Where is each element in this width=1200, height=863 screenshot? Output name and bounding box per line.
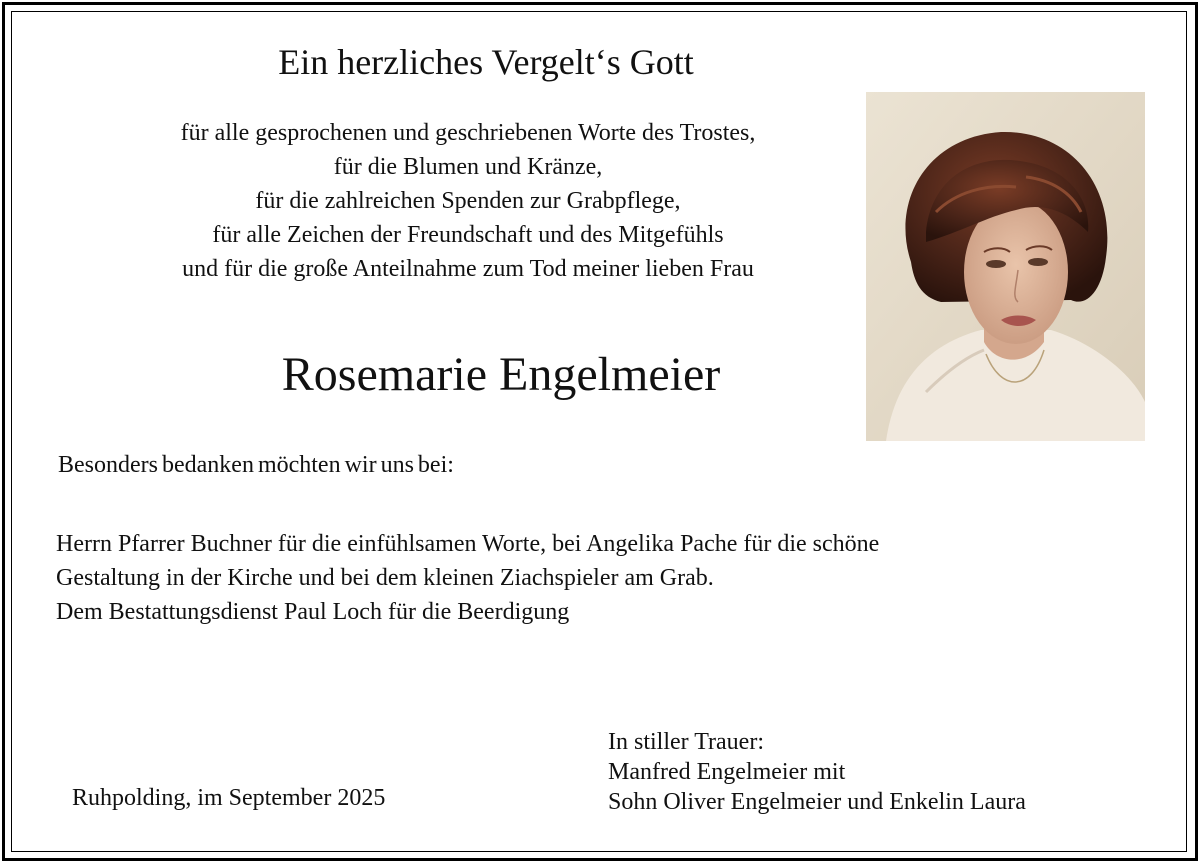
mourner-line: Manfred Engelmeier mit [608, 759, 846, 785]
mourner-line: Sohn Oliver Engelmeier und Enkelin Laura [608, 789, 1026, 815]
reason-line: für die Blumen und Kränze, [333, 154, 603, 180]
thanks-line: Herrn Pfarrer Buchner für die einfühlsamen Worte, bei Angelika Pache für die schöne [56, 531, 880, 557]
special-thanks-intro: Besonders bedanken möchten wir uns bei: [58, 452, 454, 478]
thanks-line: Dem Bestattungsdienst Paul Loch für die Beerdigung [56, 599, 570, 625]
reason-line: für alle Zeichen der Freundschaft und des Mitgefühls [212, 222, 724, 248]
deceased-name: Rosemarie Engelmeier [281, 348, 721, 401]
reasons-list [0, 116, 936, 286]
mourners-list [608, 727, 1026, 817]
thanks-line: Gestaltung in der Kirche und bei dem kleinen Ziachspieler am Grab. [56, 565, 714, 591]
reason-line: für alle gesprochenen und geschriebenen Worte des Trostes, [180, 120, 756, 146]
place-date: Ruhpolding, im September 2025 [72, 785, 386, 811]
reason-line: für die zahlreichen Spenden zur Grabpflege, [255, 188, 681, 214]
portrait-photo [866, 92, 1145, 441]
special-thanks-list [56, 527, 1106, 629]
reason-line: und für die große Anteilnahme zum Tod meiner lieben Frau [182, 256, 754, 282]
portrait-illustration [866, 92, 1145, 441]
notice-heading: Ein herzliches Vergelt‘s Gott [278, 42, 694, 82]
mourner-line: In stiller Trauer: [608, 729, 764, 755]
